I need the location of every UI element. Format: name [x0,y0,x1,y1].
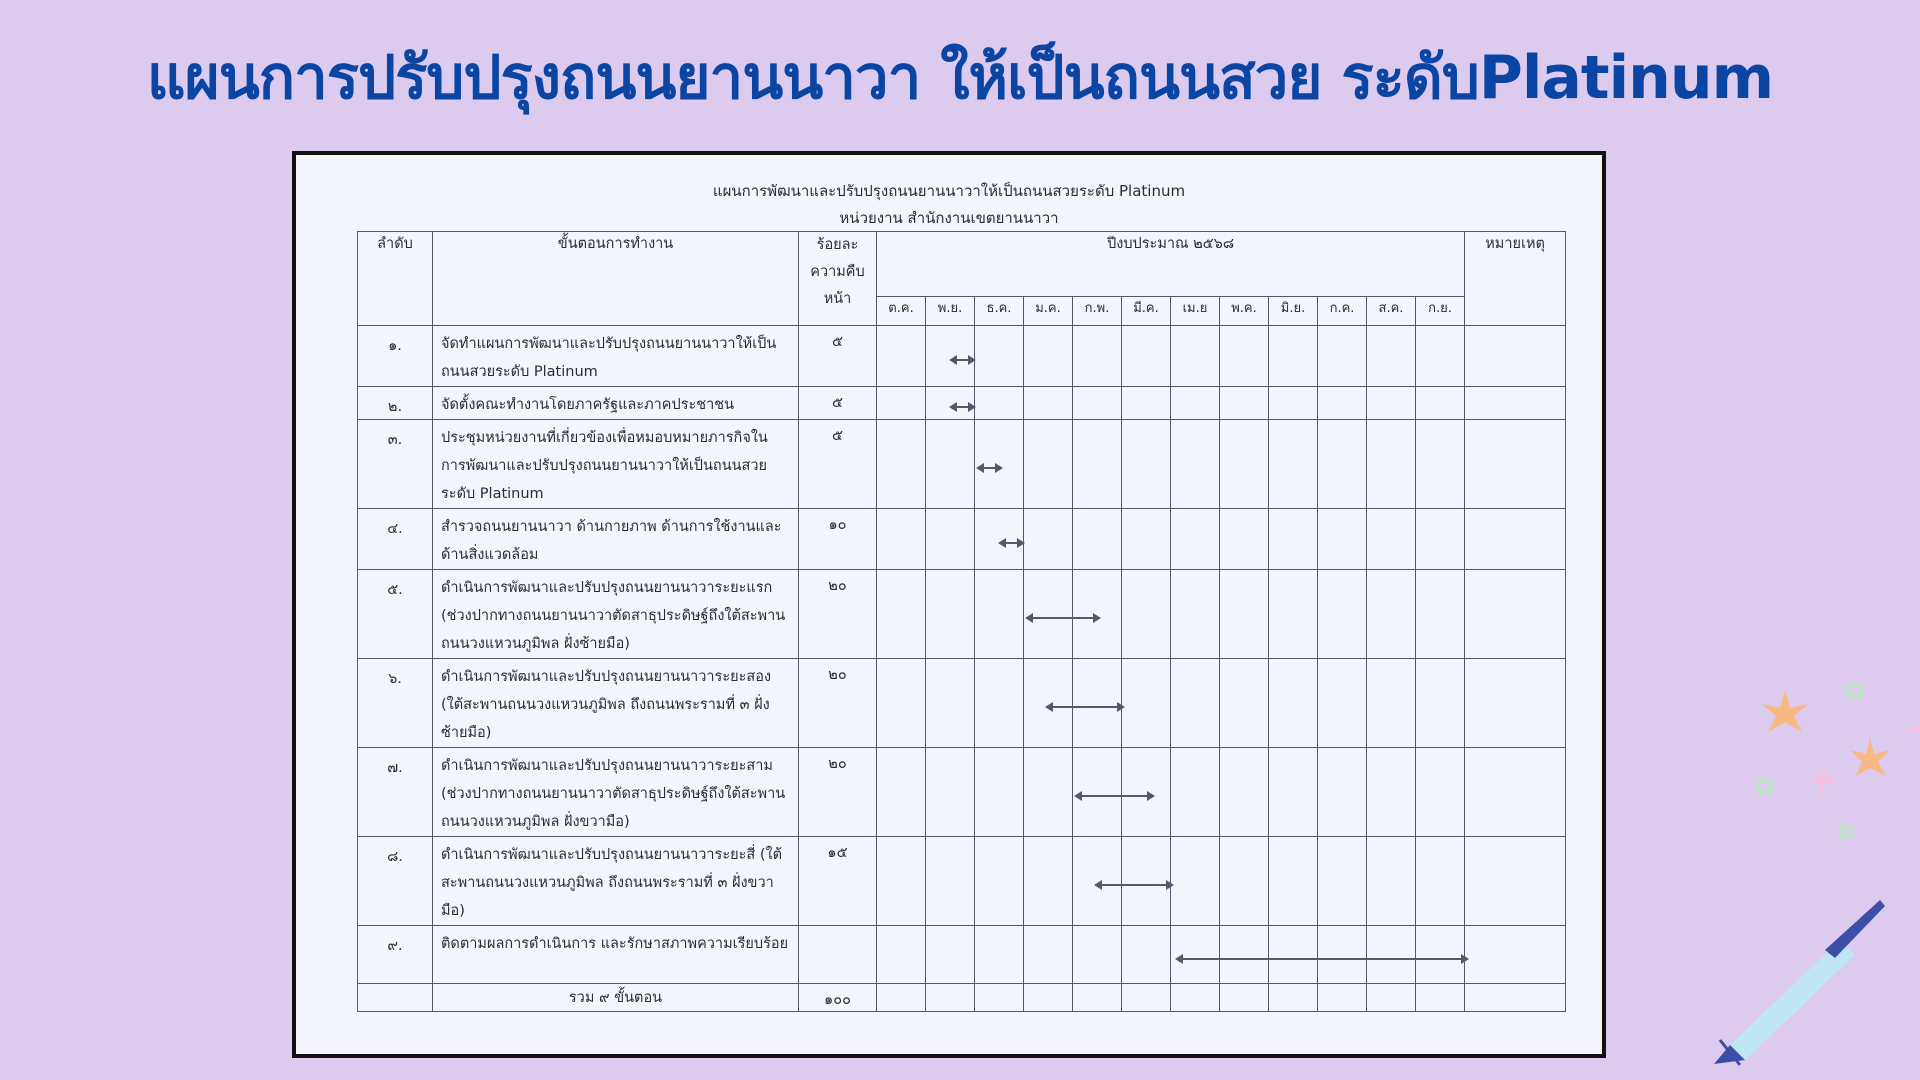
total-cell [1171,984,1220,1012]
header-step: ขั้นตอนการทำงาน [433,232,799,326]
month-cell [1122,420,1171,509]
table-row [358,509,1566,570]
row-progress: ๑๐ [799,509,877,570]
month-header: ต.ค. [877,297,926,326]
month-header: ม.ค. [1024,297,1073,326]
month-cell [877,420,926,509]
month-cell [877,387,926,420]
plan-table [357,231,1566,1012]
row-progress: ๒๐ [799,570,877,659]
month-cell [1024,387,1073,420]
month-cell [1073,570,1122,659]
total-empty [358,984,433,1012]
month-cell [1367,420,1416,509]
pen-decoration [1700,900,1900,1070]
month-cell [1073,420,1122,509]
month-cell [1367,748,1416,837]
row-number: ๘. [358,837,433,926]
month-cell [1318,420,1367,509]
month-cell [877,748,926,837]
total-cell [926,984,975,1012]
document-agency: หน่วยงาน สำนักงานเขตยานนาวา [839,209,1059,227]
month-cell [1367,387,1416,420]
month-cell [877,570,926,659]
row-step: จัดตั้งคณะทำงานโดยภาครัฐและภาคประชาชน [433,387,799,420]
row-number: ๒. [358,387,433,420]
month-cell [1416,326,1465,387]
scanned-document [292,151,1606,1058]
table-row [358,748,1566,837]
total-cell [1318,984,1367,1012]
month-header: เม.ย [1171,297,1220,326]
star-orange-icon [1762,690,1890,776]
month-cell [1269,509,1318,570]
row-remark [1465,570,1566,659]
month-cell [1171,659,1220,748]
row-remark [1465,326,1566,387]
total-cell [1122,984,1171,1012]
month-cell [975,420,1024,509]
header-progress: ร้อยละความคืบหน้า [799,232,877,326]
table-row [358,659,1566,748]
month-cell [1073,926,1122,984]
month-cell [1367,837,1416,926]
month-cell [1318,926,1367,984]
month-cell [1367,326,1416,387]
month-cell [1318,837,1367,926]
month-cell [1367,659,1416,748]
total-progress: ๑๐๐ [799,984,877,1012]
row-number: ๙. [358,926,433,984]
slide-title: แผนการปรับปรุงถนนยานนาวา ให้เป็นถนนสวย ระดับPlatinum [146,43,1774,113]
row-progress: ๕ [799,420,877,509]
month-cell [1367,926,1416,984]
month-cell [975,659,1024,748]
total-cell [1220,984,1269,1012]
total-cell [877,984,926,1012]
month-cell [1171,926,1220,984]
month-cell [1220,926,1269,984]
month-cell [1269,570,1318,659]
total-cell [1073,984,1122,1012]
table-row [358,926,1566,984]
pen-icon [1714,900,1885,1065]
month-cell [1318,326,1367,387]
month-cell [1122,387,1171,420]
month-cell [1171,748,1220,837]
row-number: ๑. [358,326,433,387]
month-cell [1416,926,1465,984]
month-cell [1416,387,1465,420]
month-header: พ.ค. [1220,297,1269,326]
row-number: ๕. [358,570,433,659]
table-row [358,387,1566,420]
month-cell [1171,387,1220,420]
row-number: ๔. [358,509,433,570]
month-cell [1122,748,1171,837]
month-cell [1073,326,1122,387]
month-cell [1073,509,1122,570]
table-row [358,420,1566,509]
month-cell [1367,570,1416,659]
total-cell [1416,984,1465,1012]
month-cell [877,326,926,387]
month-cell [1171,570,1220,659]
row-step: ดำเนินการพัฒนาและปรับปรุงถนนยานนาวาระยะแรก (ช่วงปากทางถนนยานนาวาตัดสาธุประดิษฐ์ถึงใต้สะพานถนนวงแหวนภูมิพล ฝั่งซ้ายมือ) [433,570,799,659]
month-cell [1122,509,1171,570]
month-cell [926,926,975,984]
month-cell [1024,659,1073,748]
table-row [358,326,1566,387]
month-cell [1024,748,1073,837]
month-cell [975,509,1024,570]
table-row [358,570,1566,659]
month-cell [1220,570,1269,659]
row-progress: ๒๐ [799,659,877,748]
sparkles-decoration [1740,670,1920,850]
month-cell [1220,420,1269,509]
month-header: ส.ค. [1367,297,1416,326]
total-label: รวม ๙ ขั้นตอน [433,984,799,1012]
total-cell [975,984,1024,1012]
month-cell [926,387,975,420]
month-cell [1318,570,1367,659]
month-cell [1220,837,1269,926]
row-remark [1465,509,1566,570]
total-cell [1024,984,1073,1012]
month-cell [1269,748,1318,837]
month-cell [877,509,926,570]
total-cell [1367,984,1416,1012]
month-cell [1024,326,1073,387]
table-row [358,837,1566,926]
month-cell [926,748,975,837]
month-cell [877,926,926,984]
header-fiscal-year: ปีงบประมาณ ๒๕๖๘ [877,232,1465,297]
month-cell [1073,837,1122,926]
month-cell [1171,509,1220,570]
row-progress: ๒๐ [799,748,877,837]
month-cell [877,659,926,748]
month-cell [1171,420,1220,509]
month-cell [1318,509,1367,570]
month-cell [1220,326,1269,387]
month-header: ก.ค. [1318,297,1367,326]
row-step: จัดทำแผนการพัฒนาและปรับปรุงถนนยานนาวาให้เป็นถนนสวยระดับ Platinum [433,326,799,387]
month-cell [1367,509,1416,570]
month-cell [1220,748,1269,837]
month-cell [877,837,926,926]
month-cell [1269,387,1318,420]
month-cell [1122,659,1171,748]
month-cell [975,748,1024,837]
month-cell [1416,748,1465,837]
month-header: ก.พ. [1073,297,1122,326]
month-cell [926,509,975,570]
month-cell [1220,387,1269,420]
month-cell [1122,837,1171,926]
row-remark [1465,387,1566,420]
month-cell [1024,420,1073,509]
month-cell [1122,570,1171,659]
row-remark [1465,659,1566,748]
month-header: ก.ย. [1416,297,1465,326]
month-cell [1171,326,1220,387]
month-cell [1416,837,1465,926]
month-cell [1269,659,1318,748]
month-cell [1024,926,1073,984]
month-cell [1318,387,1367,420]
month-cell [1318,659,1367,748]
month-cell [1416,659,1465,748]
row-remark [1465,420,1566,509]
month-cell [975,387,1024,420]
month-cell [975,570,1024,659]
row-step: สำรวจถนนยานนาวา ด้านกายภาพ ด้านการใช้งานและด้านสิ่งแวดล้อม [433,509,799,570]
month-cell [1416,509,1465,570]
month-cell [1220,659,1269,748]
month-cell [1269,326,1318,387]
month-cell [1024,570,1073,659]
month-header: ธ.ค. [975,297,1024,326]
month-cell [926,570,975,659]
month-cell [1416,420,1465,509]
document-heading: แผนการพัฒนาและปรับปรุงถนนยานนาวาให้เป็นถนนสวยระดับ Platinum [712,182,1186,200]
month-cell [1220,509,1269,570]
row-step: ดำเนินการพัฒนาและปรับปรุงถนนยานนาวาระยะสาม (ช่วงปากทางถนนยานนาวาตัดสาธุประดิษฐ์ถึงใต้สะพานถนนวงแหวนภูมิพล ฝั่งขวามือ) [433,748,799,837]
row-remark [1465,926,1566,984]
month-cell [975,837,1024,926]
row-step: ดำเนินการพัฒนาและปรับปรุงถนนยานนาวาระยะสอง (ใต้สะพานถนนวงแหวนภูมิพล ถึงถนนพระรามที่ ๓ ฝั่งซ้ายมือ) [433,659,799,748]
month-cell [1416,570,1465,659]
month-cell [1269,837,1318,926]
month-cell [926,659,975,748]
month-cell [975,926,1024,984]
month-cell [1122,926,1171,984]
month-cell [1073,748,1122,837]
month-header: มี.ค. [1122,297,1171,326]
month-cell [1269,420,1318,509]
row-number: ๖. [358,659,433,748]
header-no: ลำดับ [358,232,433,326]
month-cell [1024,509,1073,570]
month-cell [1073,387,1122,420]
total-cell [1269,984,1318,1012]
month-cell [1073,659,1122,748]
row-number: ๗. [358,748,433,837]
row-step: ติดตามผลการดำเนินการ และรักษาสภาพความเรียบร้อย [433,926,799,984]
month-cell [1024,837,1073,926]
total-cell [1465,984,1566,1012]
month-cell [1318,748,1367,837]
row-progress: ๕ [799,326,877,387]
month-cell [975,326,1024,387]
row-progress: ๕ [799,387,877,420]
month-header: มิ.ย. [1269,297,1318,326]
month-cell [1122,326,1171,387]
row-step: ประชุมหน่วยงานที่เกี่ยวข้องเพื่อหมอบหมายภารกิจในการพัฒนาและปรับปรุงถนนยานนาวาให้เป็นถนนสวยระดับ Platinum [433,420,799,509]
month-cell [926,420,975,509]
month-cell [926,837,975,926]
month-cell [926,326,975,387]
row-remark [1465,748,1566,837]
month-cell [1269,926,1318,984]
header-remark: หมายเหตุ [1465,232,1566,326]
row-step: ดำเนินการพัฒนาและปรับปรุงถนนยานนาวาระยะสี่ (ใต้สะพานถนนวงแหวนภูมิพล ถึงถนนพระรามที่ ๓ ฝั่งขวามือ) [433,837,799,926]
row-remark [1465,837,1566,926]
row-progress [799,926,877,984]
total-row [358,984,1566,1012]
row-number: ๓. [358,420,433,509]
month-cell [1171,837,1220,926]
month-header: พ.ย. [926,297,975,326]
row-progress: ๑๕ [799,837,877,926]
